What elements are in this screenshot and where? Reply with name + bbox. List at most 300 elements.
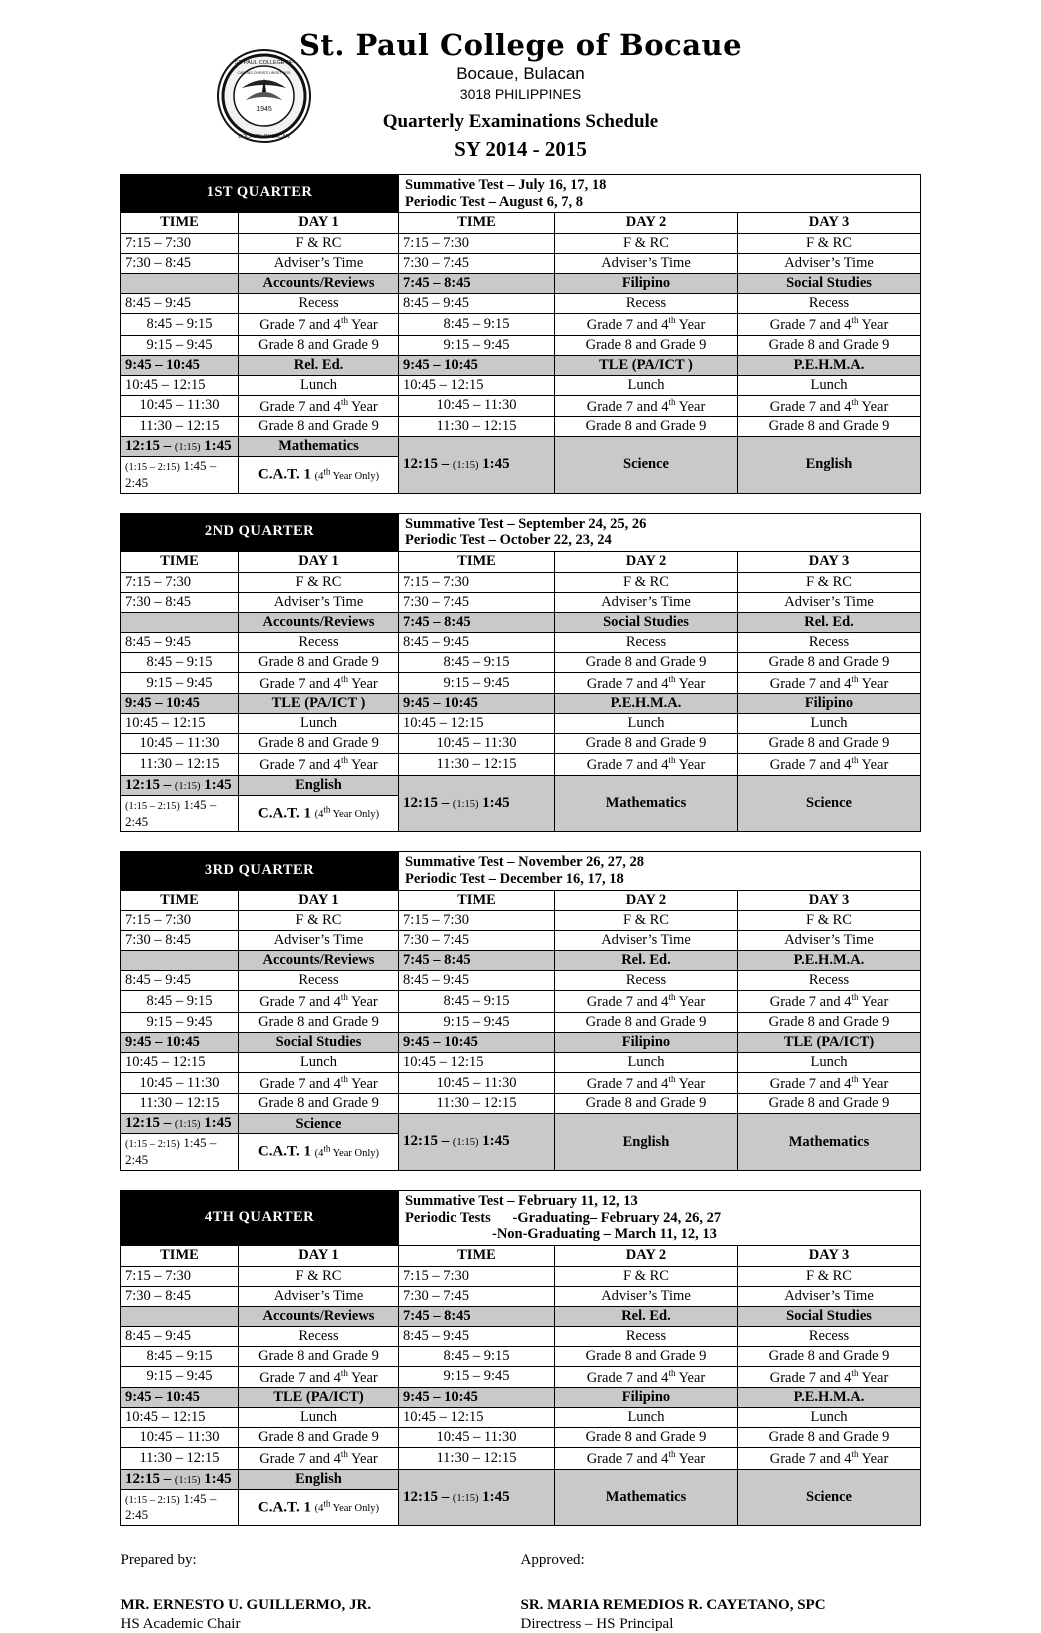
time-cell: 10:45 – 12:15 (120, 1408, 238, 1428)
subject-cell: Recess (238, 971, 398, 991)
subject-cell: Grade 8 and Grade 9 (555, 652, 738, 672)
column-header-time-0: TIME (120, 1245, 238, 1266)
subject-cell: Science (737, 1469, 920, 1526)
table-row (120, 395, 920, 417)
subject-cell: Grade 7 and 4th Year (737, 991, 920, 1013)
subject-cell: Grade 8 and Grade 9 (737, 1012, 920, 1032)
time-cell: 10:45 – 11:30 (120, 734, 238, 754)
subject-cell: Grade 8 and Grade 9 (737, 1346, 920, 1366)
table-row (120, 652, 920, 672)
subject-cell: Rel. Ed. (738, 612, 921, 632)
time-cell: 9:15 – 9:45 (120, 335, 238, 355)
quarter-title: 3RD QUARTER (120, 852, 398, 890)
subject-cell: Grade 7 and 4th Year (738, 672, 921, 694)
time-cell: 7:30 – 8:45 (120, 1286, 238, 1306)
subject-cell: Grade 8 and Grade 9 (238, 417, 398, 437)
column-header-day-2-3: DAY 2 (555, 213, 738, 234)
subject-cell: Adviser’s Time (737, 1286, 920, 1306)
time-cell: 8:45 – 9:15 (399, 314, 555, 336)
subject-cell: Lunch (737, 1052, 920, 1072)
quarter-dates: Summative Test – July 16, 17, 18 Periodic Test – August 6, 7, 8 (399, 175, 921, 213)
time-cell: 8:45 – 9:45 (399, 294, 555, 314)
subject-cell: Adviser’s Time (555, 592, 738, 612)
table-row (120, 672, 920, 694)
time-cell: 9:15 – 9:45 (399, 672, 555, 694)
subject-cell: TLE (PA/ICT) (737, 1032, 920, 1052)
subject-cell: Recess (238, 294, 398, 314)
subject-cell: F & RC (555, 572, 738, 592)
table-row (120, 931, 920, 951)
subject-cell: Lunch (555, 375, 738, 395)
time-cell: 12:15 – (1:15) 1:45 (120, 775, 238, 795)
table-row (120, 294, 920, 314)
column-header-time-0: TIME (120, 890, 238, 911)
svg-text:ST. PAUL COLLEGE OF: ST. PAUL COLLEGE OF (234, 60, 294, 66)
time-cell: 7:15 – 7:30 (398, 1266, 554, 1286)
time-cell: 11:30 – 12:15 (120, 417, 238, 437)
column-header-day-3-4: DAY 3 (738, 213, 921, 234)
table-row (120, 632, 920, 652)
table-row (120, 694, 920, 714)
subject-cell: TLE (PA/ICT) (238, 1388, 398, 1408)
time-cell: 10:45 – 12:15 (120, 1052, 238, 1072)
subject-cell: Adviser’s Time (238, 931, 398, 951)
subject-cell: Grade 8 and Grade 9 (238, 734, 398, 754)
time-cell: 8:45 – 9:45 (120, 971, 238, 991)
subject-cell: F & RC (238, 911, 398, 931)
table-row (120, 572, 920, 592)
subject-cell: Recess (238, 1326, 398, 1346)
time-cell: 10:45 – 11:30 (398, 1072, 554, 1094)
column-header-day-2-3: DAY 2 (554, 890, 737, 911)
quarter-table (120, 1190, 921, 1526)
approved-by-label: Approved: (520, 1552, 585, 1569)
table-row (120, 1448, 920, 1470)
subject-cell: Grade 7 and 4th Year (738, 314, 921, 336)
table-row (120, 1114, 920, 1134)
subject-cell: English (554, 1114, 737, 1171)
subject-cell: Grade 8 and Grade 9 (554, 1346, 737, 1366)
quarter-dates: Summative Test – February 11, 12, 13 Periodic Tests -Graduating– February 24, 26, 27 -Non-Graduating – March 11, 12, 13 (398, 1190, 920, 1245)
table-row (120, 375, 920, 395)
time-cell: (1:15 – 2:15) 1:45 – 2:45 (120, 1489, 238, 1525)
subject-cell: Grade 8 and Grade 9 (238, 335, 398, 355)
subject-cell: F & RC (737, 1266, 920, 1286)
subject-cell: F & RC (238, 1266, 398, 1286)
time-cell: 8:45 – 9:45 (120, 1326, 238, 1346)
subject-cell: Grade 8 and Grade 9 (737, 1428, 920, 1448)
subject-cell: Adviser’s Time (238, 592, 398, 612)
subject-cell: Adviser’s Time (554, 1286, 737, 1306)
time-cell: 10:45 – 12:15 (398, 1408, 554, 1428)
table-row (120, 437, 920, 457)
time-cell: 9:45 – 10:45 (120, 1032, 238, 1052)
column-header-time-0: TIME (120, 213, 238, 234)
subject-cell: Lunch (737, 1408, 920, 1428)
table-row (120, 1469, 920, 1489)
subject-cell: Grade 7 and 4th Year (238, 1072, 398, 1094)
document-header (56, 18, 985, 168)
time-cell: 7:30 – 7:45 (398, 931, 554, 951)
subject-cell: Grade 7 and 4th Year (737, 1448, 920, 1470)
subject-cell: Grade 8 and Grade 9 (738, 652, 921, 672)
table-row (120, 612, 920, 632)
time-cell: 8:45 – 9:15 (398, 991, 554, 1013)
schedule-container (56, 174, 985, 1526)
column-header-day-2-3: DAY 2 (555, 551, 738, 572)
subject-cell: Lunch (238, 1408, 398, 1428)
subject-cell: F & RC (738, 234, 921, 254)
quarter-table (120, 851, 921, 1171)
subject-cell: Recess (738, 294, 921, 314)
column-header-day-3-4: DAY 3 (737, 1245, 920, 1266)
subject-cell: Filipino (738, 694, 921, 714)
subject-cell: Adviser’s Time (738, 254, 921, 274)
subject-cell: Mathematics (238, 437, 398, 457)
subject-cell: Lunch (554, 1408, 737, 1428)
subject-cell: Lunch (555, 714, 738, 734)
quarter-dates: Summative Test – September 24, 25, 26 Periodic Test – October 22, 23, 24 (399, 513, 921, 551)
table-row (120, 1408, 920, 1428)
subject-cell: F & RC (554, 1266, 737, 1286)
table-row (120, 234, 920, 254)
column-header-time-2: TIME (398, 890, 554, 911)
svg-text:CARITAS CHRISTI URGET NOS: CARITAS CHRISTI URGET NOS (237, 71, 291, 75)
time-cell: 10:45 – 12:15 (399, 714, 555, 734)
time-cell: (1:15 – 2:15) 1:45 – 2:45 (120, 795, 238, 831)
subject-cell: Grade 8 and Grade 9 (555, 734, 738, 754)
time-cell (120, 1306, 238, 1326)
time-cell: 9:15 – 9:45 (398, 1012, 554, 1032)
table-row (120, 971, 920, 991)
subject-cell: C.A.T. 1 (4th Year Only) (238, 457, 398, 493)
table-row (120, 1346, 920, 1366)
column-header-time-0: TIME (120, 551, 238, 572)
subject-cell: P.E.H.M.A. (738, 355, 921, 375)
column-header-day-2-3: DAY 2 (554, 1245, 737, 1266)
subject-cell: P.E.H.M.A. (737, 1388, 920, 1408)
quarter-table (120, 513, 921, 833)
approved-by-column (521, 1552, 921, 1633)
time-cell: 12:15 – (1:15) 1:45 (120, 437, 238, 457)
time-cell: 9:45 – 10:45 (120, 355, 238, 375)
subject-cell: Grade 7 and 4th Year (738, 754, 921, 776)
time-cell: 9:15 – 9:45 (120, 672, 238, 694)
subject-cell: Adviser’s Time (238, 1286, 398, 1306)
quarter-dates: Summative Test – November 26, 27, 28 Periodic Test – December 16, 17, 18 (398, 852, 920, 890)
subject-cell: Filipino (554, 1388, 737, 1408)
time-cell: 9:15 – 9:45 (120, 1012, 238, 1032)
subject-cell: Grade 7 and 4th Year (554, 1366, 737, 1388)
subject-cell: F & RC (737, 911, 920, 931)
subject-cell: Recess (555, 294, 738, 314)
subject-cell: F & RC (555, 234, 738, 254)
time-cell: 10:45 – 11:30 (120, 1072, 238, 1094)
time-cell: 10:45 – 11:30 (120, 395, 238, 417)
time-cell: 10:45 – 11:30 (399, 734, 555, 754)
school-seal-icon (216, 48, 312, 144)
subject-cell: Grade 7 and 4th Year (238, 395, 398, 417)
quarter-title: 2ND QUARTER (120, 513, 398, 551)
time-cell: 12:15 – (1:15) 1:45 (120, 1114, 238, 1134)
table-row (120, 951, 920, 971)
subject-cell: Grade 7 and 4th Year (737, 1072, 920, 1094)
time-cell: 8:45 – 9:15 (120, 1346, 238, 1366)
time-cell: 8:45 – 9:15 (399, 652, 555, 672)
subject-cell: Lunch (238, 1052, 398, 1072)
time-cell: 12:15 – (1:15) 1:45 (120, 1469, 238, 1489)
time-cell: 9:15 – 9:45 (120, 1366, 238, 1388)
table-row (120, 1032, 920, 1052)
column-header-time-2: TIME (398, 1245, 554, 1266)
time-cell: 8:45 – 9:45 (120, 632, 238, 652)
time-cell: 9:45 – 10:45 (120, 694, 238, 714)
time-cell: 7:30 – 8:45 (120, 592, 238, 612)
subject-cell: F & RC (238, 572, 398, 592)
subject-cell: Mathematics (555, 775, 738, 832)
quarter-title: 4TH QUARTER (120, 1190, 398, 1245)
svg-text:BOCAUE, BULACAN: BOCAUE, BULACAN (238, 134, 290, 140)
time-cell (120, 274, 238, 294)
time-cell: 8:45 – 9:45 (398, 971, 554, 991)
time-cell (120, 951, 238, 971)
subject-cell: Grade 7 and 4th Year (238, 672, 398, 694)
subject-cell: Adviser’s Time (238, 254, 398, 274)
subject-cell: Mathematics (554, 1469, 737, 1526)
subject-cell: Grade 8 and Grade 9 (555, 335, 738, 355)
subject-cell: Grade 7 and 4th Year (238, 314, 398, 336)
table-row (120, 734, 920, 754)
time-cell: 11:30 – 12:15 (399, 754, 555, 776)
time-cell: 8:45 – 9:15 (120, 991, 238, 1013)
subject-cell: Grade 8 and Grade 9 (555, 417, 738, 437)
time-cell: 9:15 – 9:45 (398, 1366, 554, 1388)
table-row (120, 1012, 920, 1032)
subject-cell: Grade 7 and 4th Year (555, 672, 738, 694)
subject-cell: Science (555, 437, 738, 494)
time-cell: 10:45 – 12:15 (120, 375, 238, 395)
time-cell: 12:15 – (1:15) 1:45 (399, 775, 555, 832)
subject-cell: Lunch (738, 714, 921, 734)
subject-cell: Grade 7 and 4th Year (238, 754, 398, 776)
table-row (120, 754, 920, 776)
table-row (120, 1388, 920, 1408)
school-year: SY 2014 - 2015 (454, 136, 587, 161)
time-cell: 10:45 – 11:30 (399, 395, 555, 417)
time-cell: 7:30 – 7:45 (398, 1286, 554, 1306)
column-header-day-1-1: DAY 1 (238, 213, 398, 234)
table-row (120, 417, 920, 437)
subject-cell: Grade 7 and 4th Year (238, 1366, 398, 1388)
column-header-day-1-1: DAY 1 (238, 1245, 398, 1266)
subject-cell: Recess (737, 971, 920, 991)
subject-cell: Accounts/Reviews (238, 612, 398, 632)
table-row (120, 355, 920, 375)
subject-cell: TLE (PA/ICT ) (238, 694, 398, 714)
subject-cell: Lunch (238, 714, 398, 734)
time-cell: 11:30 – 12:15 (120, 1094, 238, 1114)
subject-cell: Grade 7 and 4th Year (555, 754, 738, 776)
school-city: Bocaue, Bulacan (456, 63, 585, 83)
time-cell: 7:15 – 7:30 (120, 1266, 238, 1286)
subject-cell: English (738, 437, 921, 494)
school-country: 3018 PHILIPPINES (459, 85, 582, 102)
subject-cell: Social Studies (238, 1032, 398, 1052)
subject-cell: Grade 7 and 4th Year (737, 1366, 920, 1388)
time-cell: 9:45 – 10:45 (398, 1388, 554, 1408)
column-header-time-2: TIME (399, 551, 555, 572)
subject-cell: Accounts/Reviews (238, 1306, 398, 1326)
subject-cell: Grade 8 and Grade 9 (238, 1428, 398, 1448)
subject-cell: C.A.T. 1 (4th Year Only) (238, 1489, 398, 1525)
table-row (120, 1052, 920, 1072)
time-cell: 11:30 – 12:15 (120, 754, 238, 776)
subject-cell: Filipino (555, 274, 738, 294)
time-cell: 7:45 – 8:45 (399, 612, 555, 632)
subject-cell: P.E.H.M.A. (555, 694, 738, 714)
subject-cell: Accounts/Reviews (238, 274, 398, 294)
time-cell: 10:45 – 12:15 (399, 375, 555, 395)
table-row (120, 775, 920, 795)
prepared-by-name: MR. ERNESTO U. GUILLERMO, JR. (120, 1597, 372, 1614)
subject-cell: Grade 7 and 4th Year (238, 1448, 398, 1470)
table-row (120, 314, 920, 336)
time-cell: 7:30 – 7:45 (399, 254, 555, 274)
subject-cell: F & RC (238, 234, 398, 254)
approved-by-name: SR. MARIA REMEDIOS R. CAYETANO, SPC (520, 1597, 826, 1614)
quarter-table (120, 174, 921, 494)
subject-cell: Adviser’s Time (738, 592, 921, 612)
table-row (120, 1428, 920, 1448)
time-cell: 8:45 – 9:45 (399, 632, 555, 652)
time-cell: 10:45 – 11:30 (120, 1428, 238, 1448)
table-row (120, 714, 920, 734)
time-cell: (1:15 – 2:15) 1:45 – 2:45 (120, 457, 238, 493)
subject-cell: Social Studies (738, 274, 921, 294)
subject-cell: Grade 8 and Grade 9 (737, 1094, 920, 1114)
table-row (120, 1306, 920, 1326)
time-cell (120, 612, 238, 632)
time-cell: 7:45 – 8:45 (398, 1306, 554, 1326)
time-cell: 7:15 – 7:30 (399, 234, 555, 254)
svg-text:1945: 1945 (256, 106, 272, 113)
subject-cell: F & RC (738, 572, 921, 592)
time-cell: 7:30 – 8:45 (120, 254, 238, 274)
time-cell: 11:30 – 12:15 (398, 1448, 554, 1470)
table-row (120, 254, 920, 274)
column-header-day-1-1: DAY 1 (238, 551, 398, 572)
time-cell: 7:30 – 7:45 (399, 592, 555, 612)
subject-cell: Grade 8 and Grade 9 (554, 1094, 737, 1114)
table-row (120, 1286, 920, 1306)
prepared-by-column (121, 1552, 521, 1633)
approved-by-role: Directress – HS Principal (520, 1616, 674, 1633)
subject-cell: Rel. Ed. (554, 1306, 737, 1326)
subject-cell: Social Studies (737, 1306, 920, 1326)
time-cell: 9:45 – 10:45 (399, 355, 555, 375)
subject-cell: C.A.T. 1 (4th Year Only) (238, 795, 398, 831)
time-cell: 8:45 – 9:15 (120, 314, 238, 336)
column-header-day-3-4: DAY 3 (738, 551, 921, 572)
time-cell: 9:45 – 10:45 (398, 1032, 554, 1052)
time-cell: 12:15 – (1:15) 1:45 (399, 437, 555, 494)
subject-cell: English (238, 1469, 398, 1489)
time-cell: 8:45 – 9:45 (120, 294, 238, 314)
subject-cell: Science (238, 1114, 398, 1134)
time-cell: 7:45 – 8:45 (399, 274, 555, 294)
subject-cell: Accounts/Reviews (238, 951, 398, 971)
signature-block (121, 1552, 921, 1633)
subject-cell: Grade 8 and Grade 9 (238, 652, 398, 672)
table-row (120, 335, 920, 355)
table-row (120, 592, 920, 612)
subject-cell: Lunch (738, 375, 921, 395)
time-cell: 9:45 – 10:45 (120, 1388, 238, 1408)
subject-cell: Grade 7 and 4th Year (554, 1072, 737, 1094)
prepared-by-role: HS Academic Chair (120, 1616, 241, 1633)
subject-cell: Recess (554, 1326, 737, 1346)
subject-cell: Recess (238, 632, 398, 652)
column-header-time-2: TIME (399, 213, 555, 234)
subject-cell: Lunch (238, 375, 398, 395)
time-cell: 7:15 – 7:30 (399, 572, 555, 592)
table-row (120, 1094, 920, 1114)
subject-cell: Grade 7 and 4th Year (554, 1448, 737, 1470)
table-row (120, 274, 920, 294)
time-cell: 10:45 – 11:30 (398, 1428, 554, 1448)
subject-cell: Grade 8 and Grade 9 (238, 1012, 398, 1032)
prepared-by-label: Prepared by: (120, 1552, 197, 1569)
time-cell: 10:45 – 12:15 (398, 1052, 554, 1072)
subject-cell: Rel. Ed. (554, 951, 737, 971)
subject-cell: Grade 8 and Grade 9 (554, 1012, 737, 1032)
table-row (120, 1366, 920, 1388)
time-cell: 8:45 – 9:15 (120, 652, 238, 672)
subject-cell: Adviser’s Time (555, 254, 738, 274)
subject-cell: Grade 8 and Grade 9 (738, 335, 921, 355)
column-header-day-3-4: DAY 3 (737, 890, 920, 911)
school-name: St. Paul College of Bocaue (298, 28, 743, 62)
subject-cell: Grade 7 and 4th Year (738, 395, 921, 417)
subject-cell: Recess (554, 971, 737, 991)
time-cell: 7:45 – 8:45 (398, 951, 554, 971)
subject-cell: Grade 8 and Grade 9 (554, 1428, 737, 1448)
time-cell: (1:15 – 2:15) 1:45 – 2:45 (120, 1134, 238, 1170)
time-cell: 8:45 – 9:45 (398, 1326, 554, 1346)
subject-cell: Recess (555, 632, 738, 652)
time-cell: 9:15 – 9:45 (399, 335, 555, 355)
subject-cell: Recess (737, 1326, 920, 1346)
subject-cell: Grade 7 and 4th Year (554, 991, 737, 1013)
subject-cell: Science (738, 775, 921, 832)
table-row (120, 991, 920, 1013)
subject-cell: Mathematics (737, 1114, 920, 1171)
time-cell: 11:30 – 12:15 (398, 1094, 554, 1114)
time-cell: 11:30 – 12:15 (399, 417, 555, 437)
subject-cell: Grade 8 and Grade 9 (738, 734, 921, 754)
subject-cell: Rel. Ed. (238, 355, 398, 375)
time-cell: 7:15 – 7:30 (120, 911, 238, 931)
subject-cell: Grade 8 and Grade 9 (738, 417, 921, 437)
subject-cell: Grade 7 and 4th Year (555, 314, 738, 336)
table-row (120, 1266, 920, 1286)
table-row (120, 911, 920, 931)
subject-cell: Adviser’s Time (737, 931, 920, 951)
subject-cell: Grade 8 and Grade 9 (238, 1094, 398, 1114)
time-cell: 7:15 – 7:30 (398, 911, 554, 931)
table-row (120, 1326, 920, 1346)
subject-cell: TLE (PA/ICT ) (555, 355, 738, 375)
